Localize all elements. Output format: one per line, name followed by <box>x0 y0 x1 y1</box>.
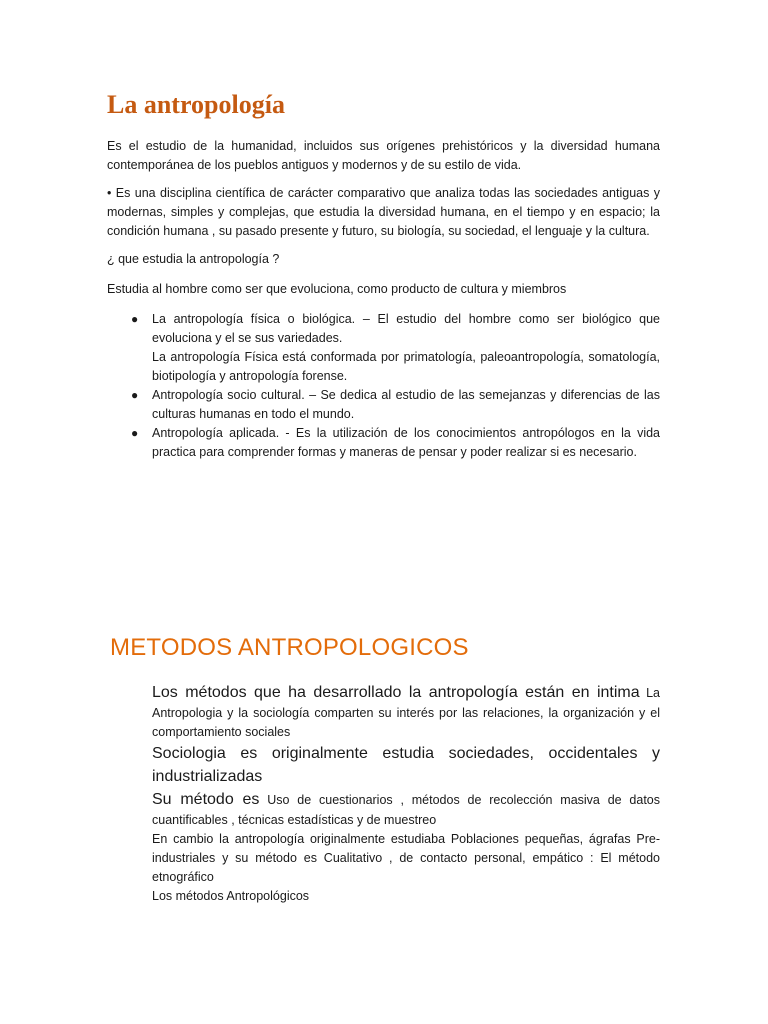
methods-lead-text: Su método es <box>152 791 260 808</box>
paragraph-definition: Es el estudio de la humanidad, incluidos sus orígenes prehistóricos y la diversidad humana contemporánea de los pueblos antiguos y modernos y de su estilo de vida. <box>107 139 660 172</box>
list-item-text: La antropología física o biológica. – El estudio del hombre como ser biológico que evoluciona y el se sus variedades. <box>152 312 660 345</box>
bullet-icon: ● <box>131 312 139 326</box>
methods-paragraph-3 <box>152 788 660 830</box>
section-title-metodos: METODOS ANTROPOLOGICOS <box>110 634 469 661</box>
list-item <box>107 386 660 424</box>
branches-list <box>107 310 660 462</box>
methods-paragraph-4: En cambio la antropología originalmente estudiaba Poblaciones pequeñas, ágrafas Pre-industriales y su método es Cualitativo , de contacto personal, empático : El método etnográfico <box>152 832 660 884</box>
methods-paragraph-2: Sociologia es originalmente estudia sociedades, occidentales y industrializadas <box>152 745 660 785</box>
paragraph-question: ¿ que estudia la antropología ? <box>107 252 280 266</box>
methods-paragraph-5: Los métodos Antropológicos <box>152 889 310 903</box>
methods-body-text: Uso de cuestionarios , métodos de recolección masiva de datos cuantificables , técnicas estadísticas y de muestreo <box>152 793 660 827</box>
section-title-antropologia: La antropología <box>107 90 285 119</box>
methods-lead-text: Los métodos que ha desarrollado la antropología están en intima <box>152 684 640 701</box>
list-item <box>107 424 660 462</box>
list-item <box>107 310 660 386</box>
bullet-icon: ● <box>131 426 139 440</box>
bullet-icon: ● <box>131 388 139 402</box>
list-item-text: Antropología aplicada. - Es la utilización de los conocimientos antropólogos en la vida practica para comprender formas y maneras de pensar y poder realizar si es necesario. <box>152 426 660 459</box>
methods-section <box>152 681 660 906</box>
methods-body-text: La Antropologia y la sociología comparten su interés por las relaciones, la organización y el comportamiento sociales <box>152 686 660 739</box>
paragraph-discipline: • Es una disciplina científica de carácter comparativo que analiza todas las sociedades antiguas y modernas, simples y complejas, que estudia la diversidad humana, en el tiempo y en espacio; la condición humana , su pasado presente y futuro, su biología, su sociedad, el lenguaje y la cultura. <box>107 186 660 238</box>
methods-paragraph-1 <box>152 681 660 742</box>
list-item-subtext: La antropología Física está conformada por primatología, paleoantropología, somatología, biotipología y antropología forense. <box>152 350 660 383</box>
paragraph-study: Estudia al hombre como ser que evoluciona, como producto de cultura y miembros <box>107 282 567 296</box>
list-item-text: Antropología socio cultural. – Se dedica al estudio de las semejanzas y diferencias de las culturas humanas en todo el mundo. <box>152 388 660 421</box>
